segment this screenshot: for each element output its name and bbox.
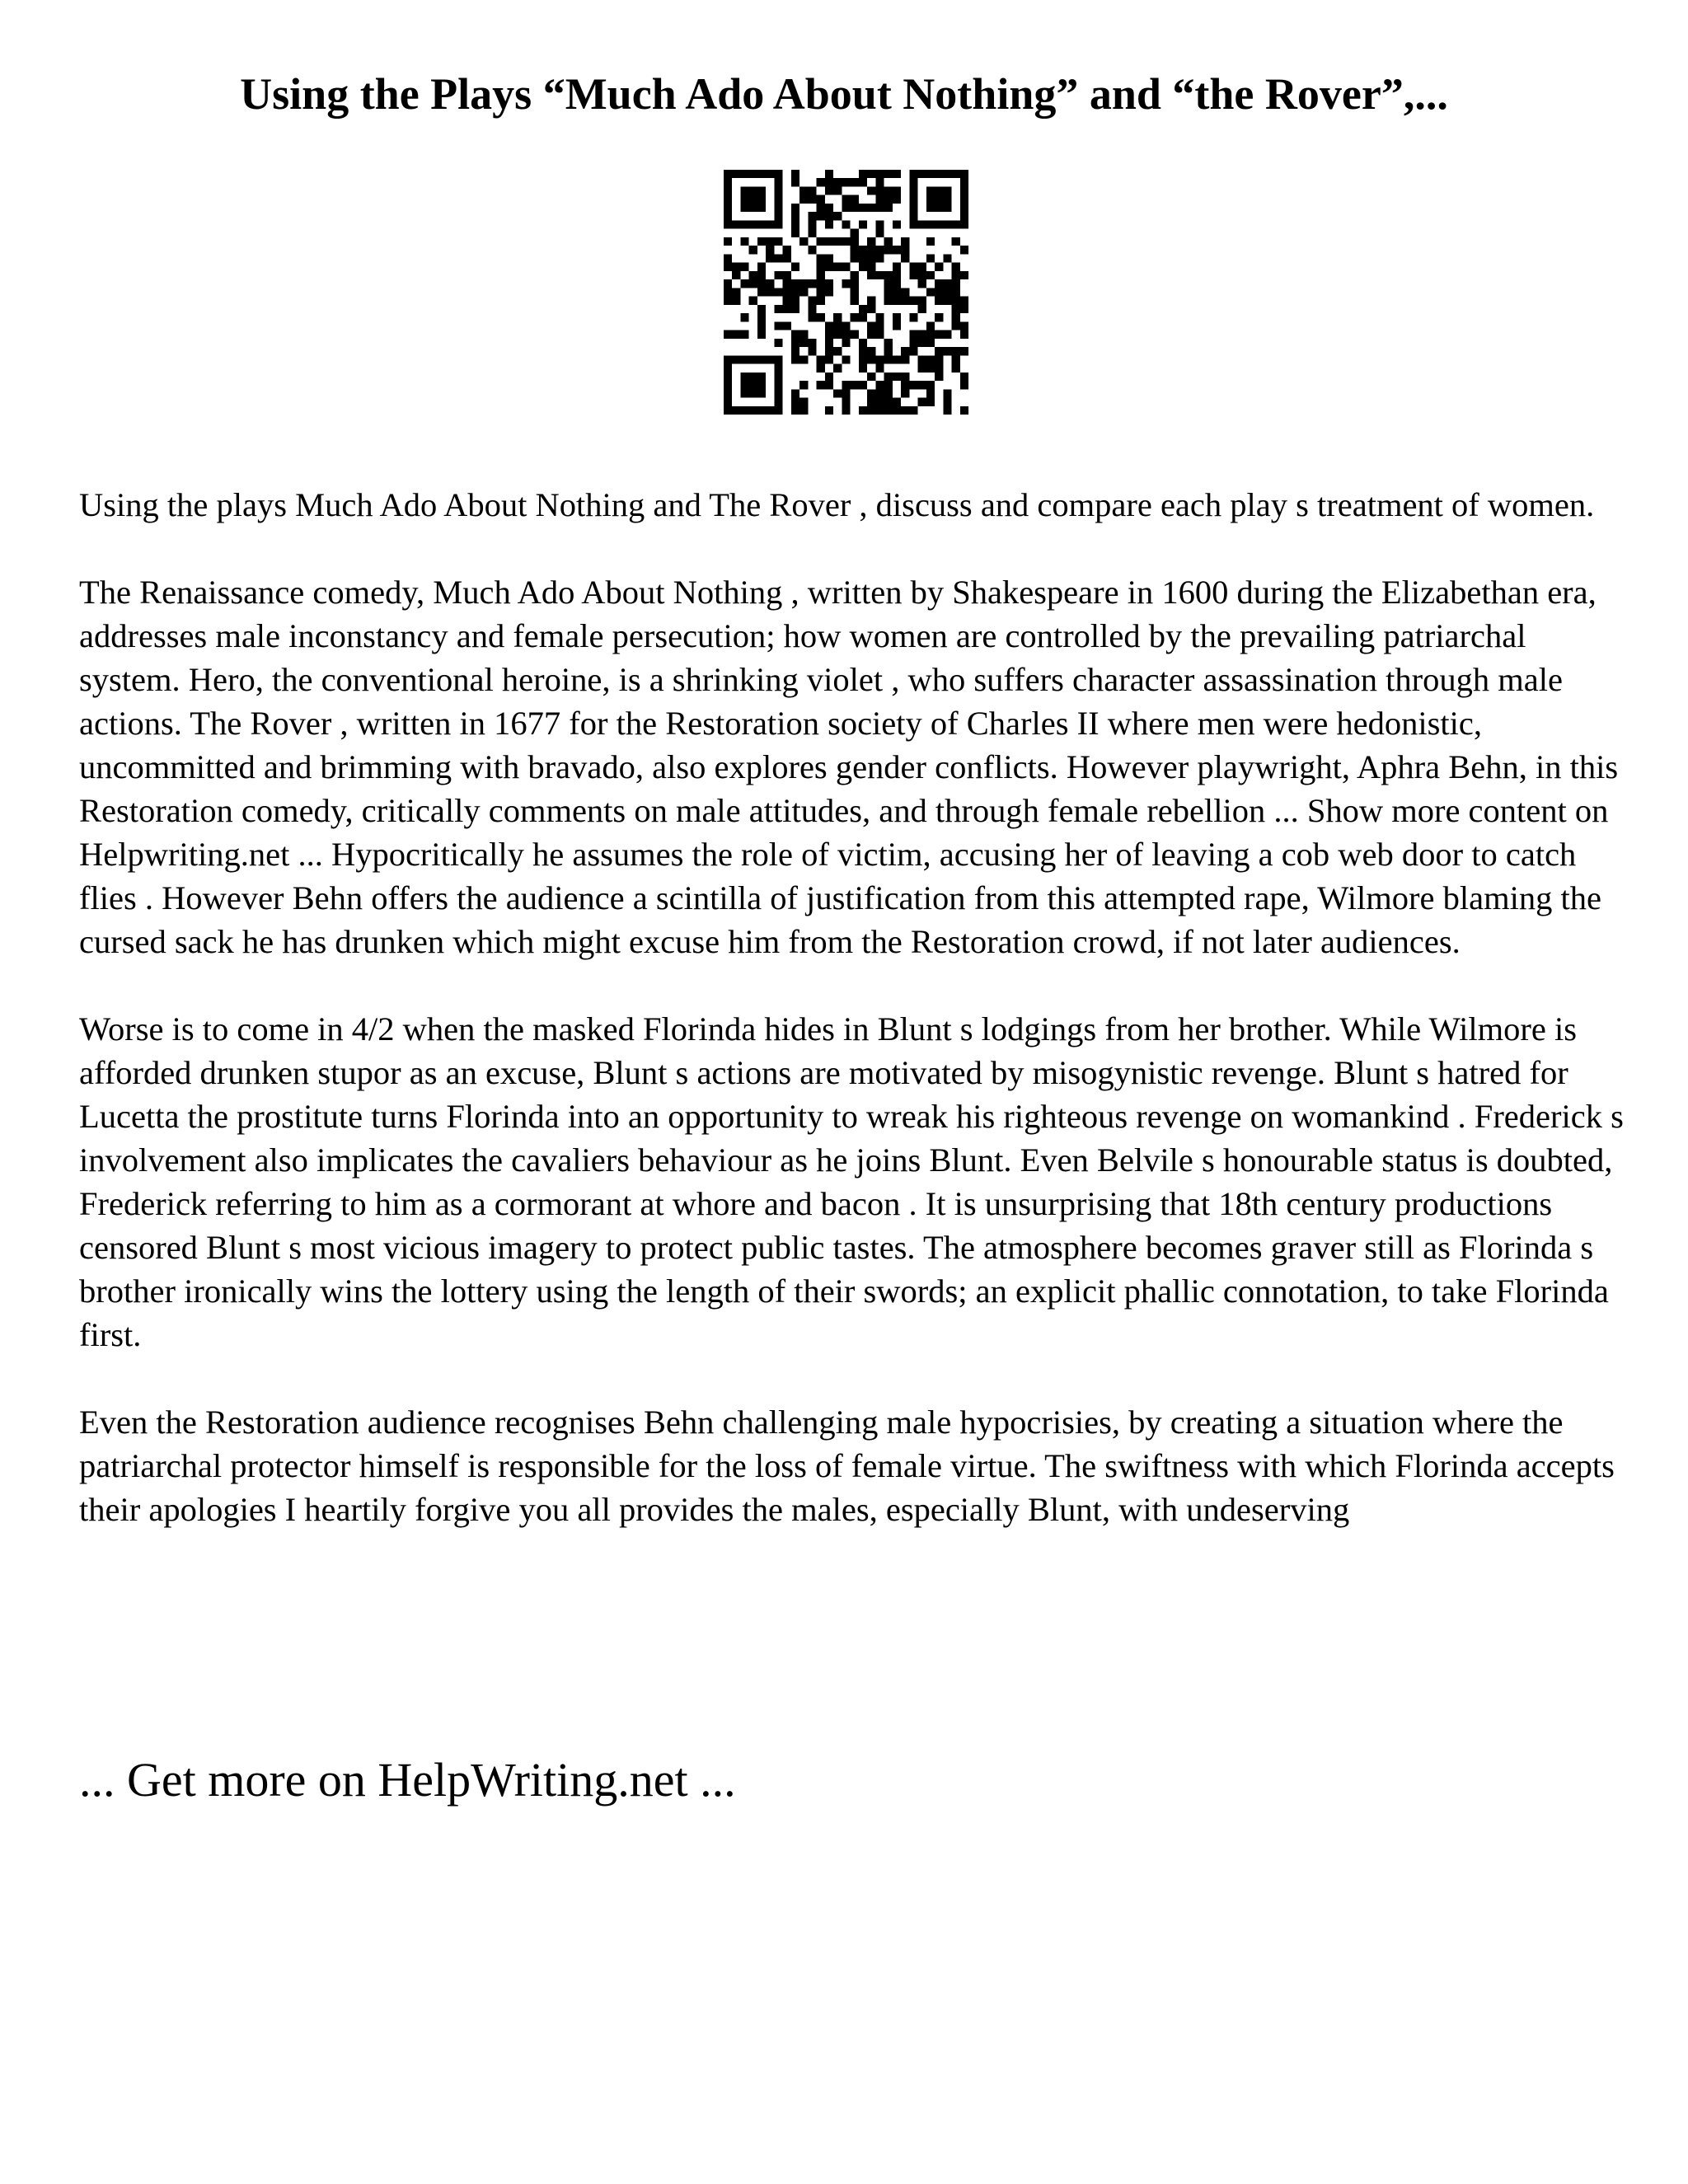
paragraph-3: Worse is to come in 4/2 when the masked Florinda hides in Blunt s lodgings from her brother. While Wilmore is afforded drunken stupor as an excuse, Blunt s actions are motivated by misogynistic revenge. Blunt s hatred for Lucetta the prostitute turns Florinda into an opportunity to wreak his righteous revenge on womankind . Frederick s involvement also implicates the cavaliers behaviour as he joins Blunt. Even Belvile s honourable status is doubted, Frederick referring to him as a cormorant at whore and bacon . It is unsurprising that 18th century productions censored Blunt s most vicious imagery to protect public tastes. The atmosphere becomes graver still as Florinda s brother ironically wins the lottery using the length of their swords; an explicit phallic connotation, to take Florinda first. — [79, 1010, 1624, 1353]
paragraph-1: Using the plays Much Ado About Nothing and The Rover , discuss and compare each play s treatment of women. — [79, 486, 1595, 523]
article-body — [79, 483, 1625, 1575]
qr-code-icon — [724, 170, 968, 415]
get-more-link[interactable]: ... Get more on HelpWriting.net ... — [79, 1753, 736, 1807]
document-title: Using the Plays “Much Ado About Nothing” and “the Rover”,... — [240, 69, 1448, 120]
paragraph-2: The Renaissance comedy, Much Ado About Nothing , written by Shakespeare in 1600 during the Elizabethan era, addresses male inconstancy and female persecution; how women are controlled by the prevailing patriarchal system. Hero, the conventional heroine, is a shrinking violet , who suffers character assassination through male actions. The Rover , written in 1677 for the Restoration society of Charles II where men were hedonistic, uncommitted and brimming with bravado, also explores gender conflicts. However playwright, Aphra Behn, in this Restoration comedy, critically comments on male attitudes, and through female rebellion ... Show more content on Helpwriting.net ... Hypocritically he assumes the role of victim, accusing her of leaving a cob web door to catch flies . However Behn offers the audience a scintilla of justification from this attempted rape, Wilmore blaming the cursed sack he has drunken which might excuse him from the Restoration crowd, if not later audiences. — [79, 574, 1619, 960]
paragraph-4: Even the Restoration audience recognises Behn challenging male hypocrisies, by creating a situation where the patriarchal protector himself is responsible for the loss of female virtue. The swiftness with which Florinda accepts their apologies I heartily forgive you all provides the males, especially Blunt, with undeserving — [79, 1404, 1615, 1528]
